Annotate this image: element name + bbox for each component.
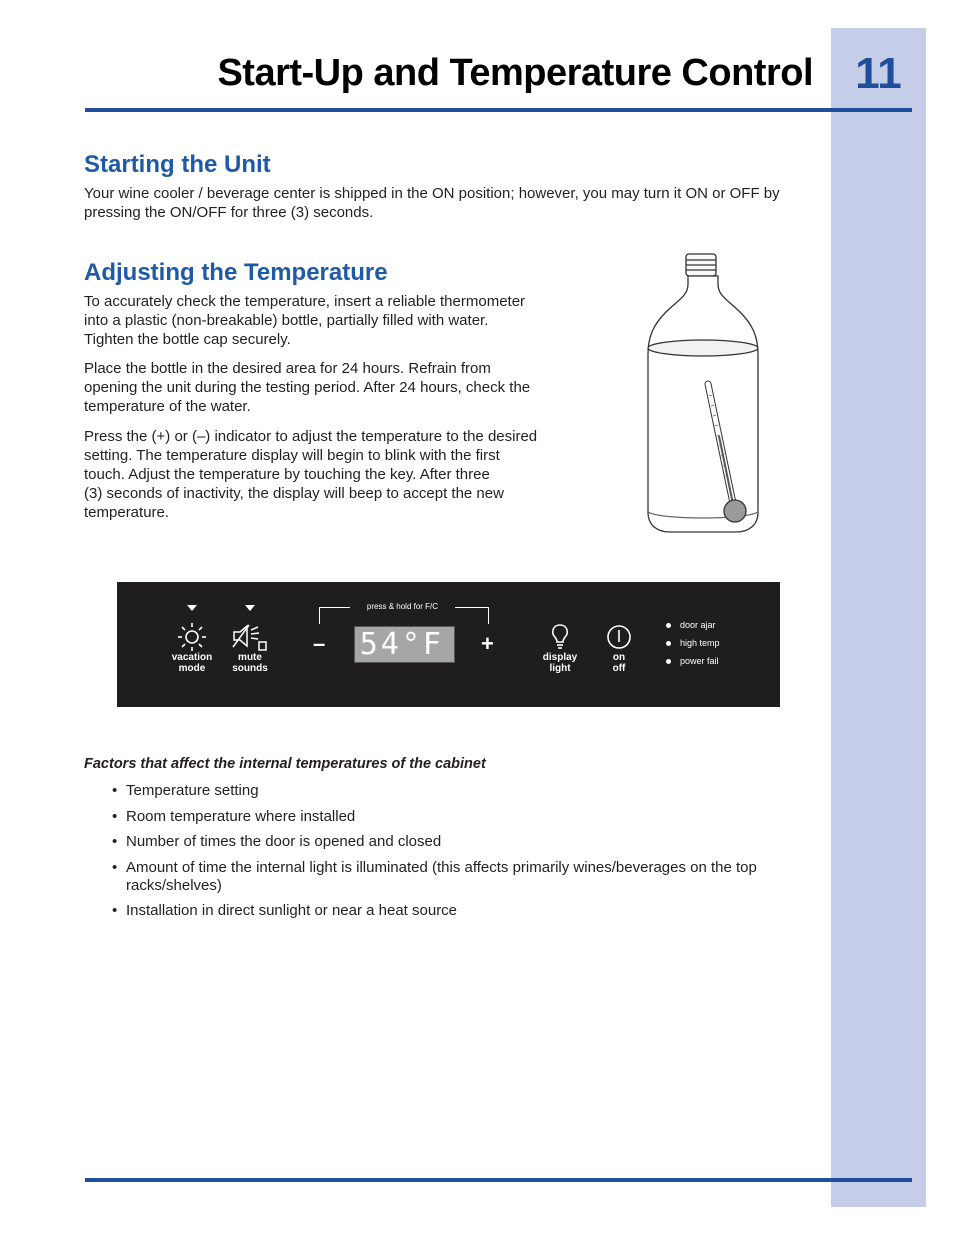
mute-sounds-button[interactable] [225, 622, 275, 674]
sun-icon [177, 622, 207, 652]
temperature-display [354, 626, 455, 663]
starting-unit-body [84, 184, 819, 222]
temperature-plus-button[interactable]: + [481, 631, 494, 656]
list-item [84, 808, 794, 826]
high-temp-indicator [666, 638, 720, 648]
bullet: • [112, 807, 118, 825]
list-item-text: Room temperature where installed [126, 807, 356, 825]
indicator-dot [666, 623, 671, 628]
indicator-label: power fail [680, 656, 719, 666]
list-item-text: Installation in direct sunlight or near a heat source [126, 902, 458, 919]
indicator-label: door ajar [680, 620, 716, 630]
adjusting-paragraph-3 [84, 427, 584, 522]
temperature-minus-button[interactable]: – [313, 631, 326, 656]
body-line: opening the unit during the testing period. After 24 hours, check the [84, 379, 531, 396]
bulb-icon [548, 622, 572, 652]
body-line: (3) seconds of inactivity, the display will beep to accept the new [84, 485, 504, 502]
body-line: setting. The temperature display will begin to blink with the first [84, 447, 500, 464]
temperature-display-value: 54°F [359, 627, 444, 662]
starting-unit-heading: Starting the Unit [84, 151, 271, 178]
indicator-label: high temp [680, 638, 720, 648]
list-item [84, 902, 794, 920]
factors-title: Factors that affect the internal temperatures of the cabinet [84, 756, 486, 772]
door-ajar-indicator [666, 620, 716, 630]
vacation-mode-button[interactable] [167, 622, 217, 674]
adjusting-paragraph-2 [84, 359, 574, 416]
side-tab [831, 28, 926, 1207]
list-item-text: Temperature setting [126, 782, 259, 799]
body-line: temperature of the water. [84, 398, 251, 415]
fc-bracket-label: press & hold for F/C [350, 602, 455, 612]
power-icon [605, 622, 633, 652]
vacation-indicator-arrow [187, 605, 197, 611]
list-item [84, 859, 794, 895]
page-number: 11 [855, 49, 902, 98]
body-line: Press the (+) or (–) indicator to adjust the temperature to the desired [84, 428, 538, 445]
body-line: Tighten the bottle cap securely. [84, 331, 291, 348]
adjusting-heading: Adjusting the Temperature [84, 259, 388, 286]
indicator-dot [666, 641, 671, 646]
display-light-label: display light [542, 652, 578, 674]
indicator-dot [666, 659, 671, 664]
bullet: • [112, 782, 118, 799]
list-item [84, 782, 794, 800]
display-light-button[interactable] [535, 622, 585, 674]
body-line: pressing the ON/OFF for three (3) seconds. [84, 204, 374, 221]
bottle-thermometer-illustration [640, 250, 766, 540]
power-fail-indicator [666, 656, 719, 666]
page-title: Start-Up and Temperature Control [217, 52, 813, 94]
body-line: Your wine cooler / beverage center is shipped in the ON position; however, you may turn it ON or OFF by [84, 185, 780, 202]
mute-sounds-label: mute sounds [232, 652, 268, 674]
footer-rule [85, 1178, 912, 1182]
control-panel [117, 582, 780, 707]
header-rule [85, 108, 912, 112]
list-item [84, 833, 794, 851]
vacation-mode-label: vacation mode [171, 652, 213, 674]
adjusting-paragraph-1 [84, 292, 574, 349]
body-line: Place the bottle in the desired area for 24 hours. Refrain from [84, 360, 491, 377]
power-button[interactable] [594, 622, 644, 674]
bullet: • [112, 902, 118, 919]
list-item-text: Amount of time the internal light is illuminated (this affects primarily wines/beverages on the top racks/shelves) [126, 858, 757, 894]
bullet: • [112, 858, 118, 876]
body-line: To accurately check the temperature, insert a reliable thermometer [84, 293, 526, 310]
mute-indicator-arrow [245, 605, 255, 611]
body-line: temperature. [84, 504, 170, 521]
power-label: on off [612, 652, 626, 674]
factor-list [84, 782, 794, 928]
bullet: • [112, 833, 118, 850]
speaker-mute-icon [232, 622, 268, 652]
list-item-text: Number of times the door is opened and closed [126, 833, 442, 850]
body-line: touch. Adjust the temperature by touching the key. After three [84, 466, 490, 483]
body-line: into a plastic (non-breakable) bottle, partially filled with water. [84, 312, 489, 329]
